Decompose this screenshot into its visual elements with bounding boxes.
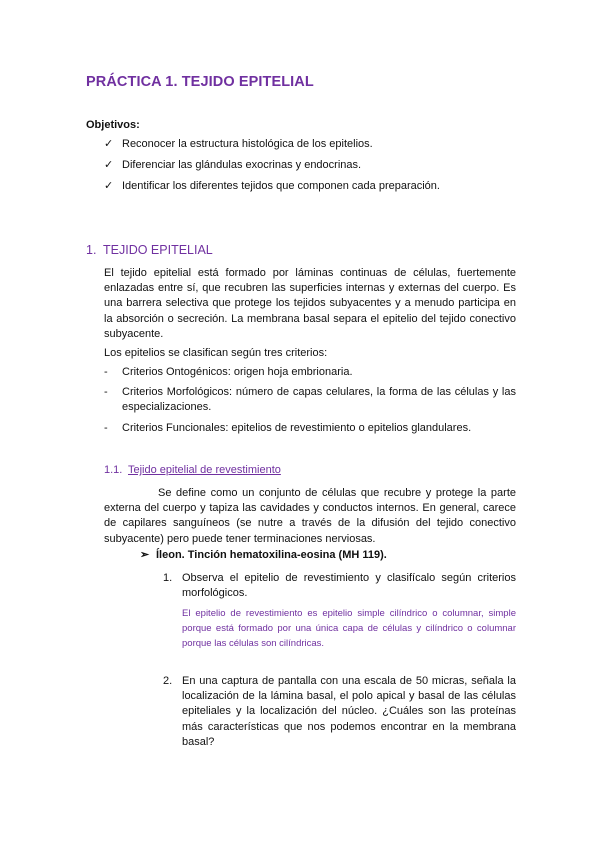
objective-item — [104, 158, 440, 179]
criteria-text: Criterios Funcionales: epitelios de revestimiento o epitelios glandulares. — [122, 421, 472, 434]
subsection-heading — [104, 464, 281, 476]
criteria-text: Criterios Morfológicos: número de capas celulares, la forma de las células y las especializaciones. — [122, 386, 516, 414]
question-2 — [163, 674, 516, 750]
question-number: 2. — [163, 675, 173, 687]
objective-item — [104, 179, 440, 200]
answer-1: El epitelio de revestimiento es epitelio simple cilíndrico o columnar, simple porque está formado por una única capa de células y cilíndrico o columnar porque las células son cilíndricas. — [182, 608, 516, 649]
objective-text: Identificar los diferentes tejidos que componen cada preparación. — [122, 180, 440, 192]
criteria-text: Criterios Ontogénicos: origen hoja embrionaria. — [122, 366, 353, 378]
checkmark-icon: ✓ — [104, 138, 114, 150]
section-paragraph: Los epitelios se clasifican según tres criterios: — [104, 347, 328, 359]
dash-bullet-icon: - — [104, 421, 108, 434]
objectives-list — [104, 137, 440, 200]
subsection-paragraph: Se define como un conjunto de células que recubre y protege la parte externa del cuerpo y tapiza las cavidades y conductos internos. En general, carece de capilares sanguíneos (se nutre a través de la difusión del tejido conectivo subyacente) pero puede tener terminaciones nerviosas. — [104, 487, 516, 545]
question-number: 1. — [163, 572, 173, 584]
subsection-title: Tejido epitelial de revestimiento — [128, 464, 281, 476]
page-title: PRÁCTICA 1. TEJIDO EPITELIAL — [86, 74, 314, 90]
objectives-heading: Objetivos: — [86, 119, 140, 131]
arrow-bullet-icon: ➢ — [140, 549, 150, 561]
objective-item — [104, 137, 440, 158]
question-text: Observa el epitelio de revestimiento y clasifícalo según criterios morfológicos. — [182, 572, 516, 600]
section-title: TEJIDO EPITELIAL — [103, 243, 213, 257]
question-1 — [163, 571, 516, 601]
dash-bullet-icon: - — [104, 386, 108, 399]
section-heading — [86, 243, 213, 257]
sample-title: Íleon. Tinción hematoxilina-eosina (MH 119). — [156, 549, 387, 561]
subsection-number: 1.1. — [104, 464, 123, 476]
dash-bullet-icon: - — [104, 366, 108, 378]
objective-text: Diferenciar las glándulas exocrinas y endocrinas. — [122, 159, 362, 171]
criteria-item — [104, 365, 516, 380]
sample-heading — [140, 548, 387, 561]
criteria-list — [104, 365, 516, 441]
criteria-item — [104, 421, 516, 436]
checkmark-icon: ✓ — [104, 159, 114, 171]
question-text: En una captura de pantalla con una escala de 50 micras, señala la localización de la lámina basal, el polo apical y basal de las células epiteliales y la localización del núcleo. ¿Cuáles son las proteínas más características que nos podemos encontrar en la membrana basal? — [182, 675, 516, 748]
checkmark-icon: ✓ — [104, 180, 114, 192]
objective-text: Reconocer la estructura histológica de los epitelios. — [122, 138, 373, 150]
criteria-item — [104, 385, 516, 415]
section-paragraph: El tejido epitelial está formado por láminas continuas de células, fuertemente enlazadas entre sí, que recubren las superficies internas y externas del cuerpo. Es una barrera selectiva que protege los tejidos subyacentes y a menudo participa en la absorción o secreción. La membrana basal separa el epitelio del tejido conectivo subyacente. — [104, 267, 516, 340]
section-number: 1. — [86, 243, 97, 257]
